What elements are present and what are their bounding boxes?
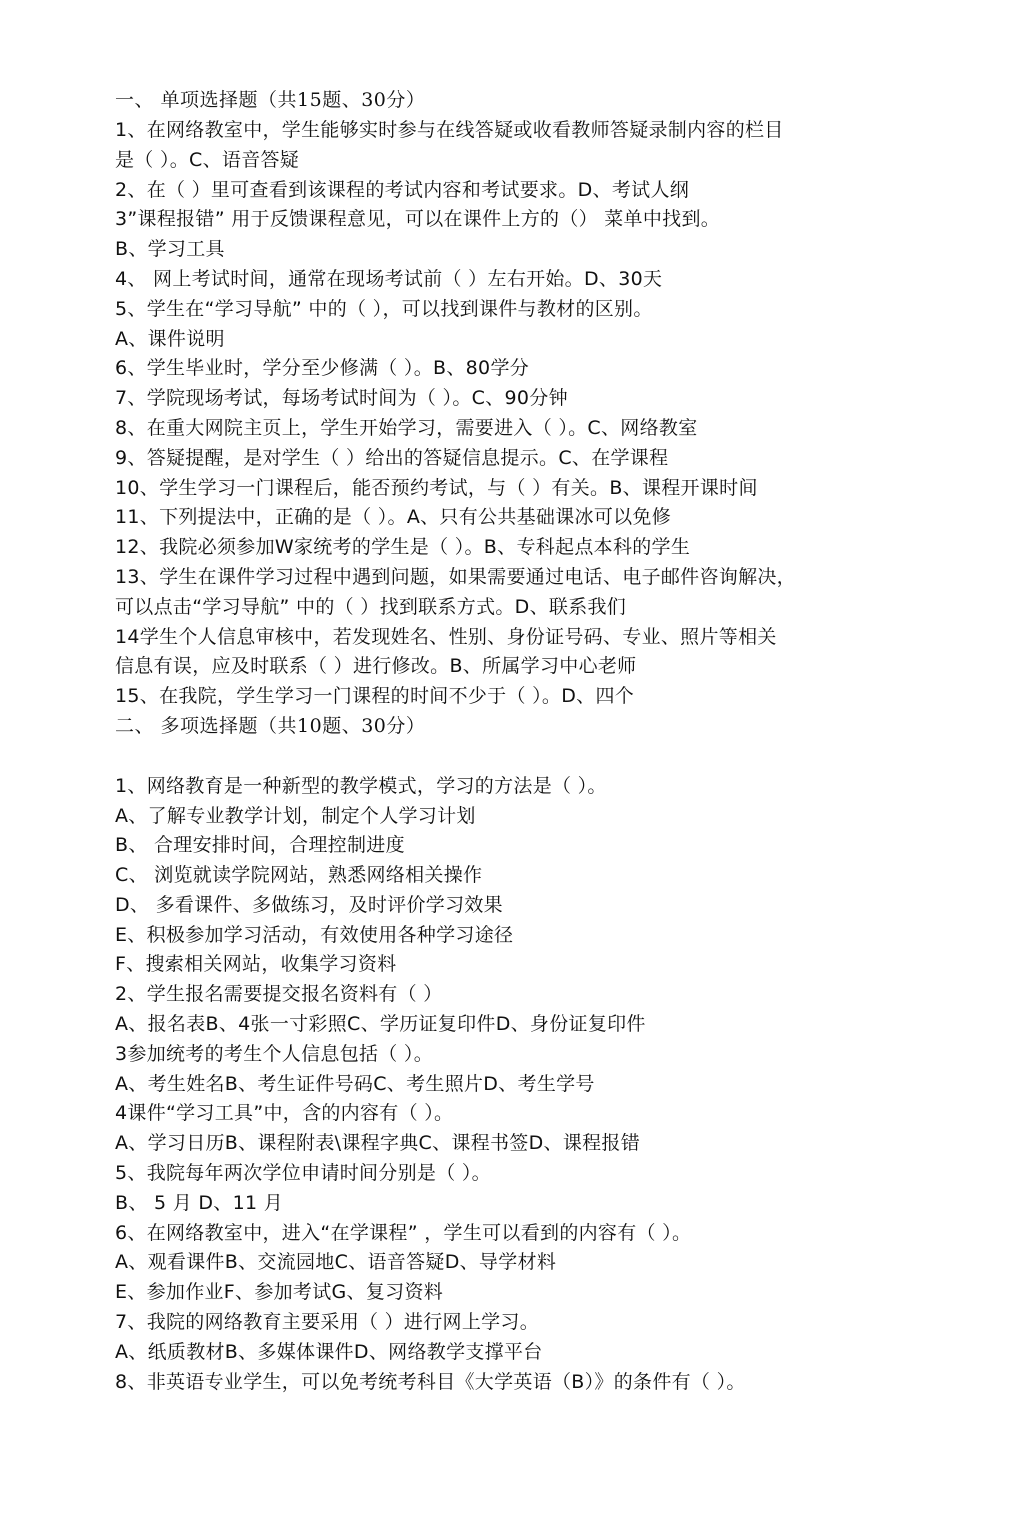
q10-line: 10、学生学习一门课程后，能否预约考试，与（ ）有关。B、课程开课时间	[115, 477, 758, 499]
m1-option-a: A、了解专业教学计划，制定个人学习计划	[115, 805, 476, 827]
m1-option-b: B、 合理安排时间，合理控制进度	[115, 834, 405, 856]
m7-line: 7、我院的网络教育主要采用（ ）进行网上学习。	[115, 1311, 540, 1333]
q2-line: 2、在（ ）里可查看到该课程的考试内容和考试要求。D、考试人纲	[115, 179, 690, 201]
q1-line-1: 1、在网络教室中，学生能够实时参与在线答疑或收看教师答疑录制内容的栏目	[115, 119, 784, 141]
q1-line-2: 是（ ）。C、语音答疑	[115, 149, 300, 171]
q15-line: 15、在我院，学生学习一门课程的时间不少于（ ）。D、四个	[115, 685, 635, 707]
m8-line: 8、非英语专业学生，可以免考统考科目《大学英语（B）》的条件有（ ）。	[115, 1371, 746, 1393]
q3-line-1: 3”课程报错” 用于反馈课程意见，可以在课件上方的（） 菜单中找到。	[115, 208, 721, 230]
q14-line-2: 信息有误，应及时联系（ ）进行修改。B、所属学习中心老师	[115, 655, 637, 677]
q14-line-1: 14学生个人信息审核中，若发现姓名、性别、身份证号码、专业、照片等相关	[115, 626, 777, 648]
m4-options: A、学习日历B、课程附表\课程字典C、课程书签D、课程报错	[115, 1132, 641, 1154]
m6-options-2: E、参加作业F、参加考试G、复习资料	[115, 1281, 444, 1303]
m1-option-f: F、搜索相关网站，收集学习资料	[115, 953, 397, 975]
m1-line: 1、网络教育是一种新型的教学模式，学习的方法是（ ）。	[115, 775, 607, 797]
m5-line: 5、我院每年两次学位申请时间分别是（ ）。	[115, 1162, 491, 1184]
q5-line-1: 5、学生在“学习导航” 中的（ ），可以找到课件与教材的区别。	[115, 298, 653, 320]
q4-line: 4、 网上考试时间，通常在现场考试前（ ）左右开始。D、30天	[115, 268, 663, 290]
m1-option-c: C、 浏览就读学院网站，熟悉网络相关操作	[115, 864, 483, 886]
m7-options: A、纸质教材B、多媒体课件D、网络教学支撑平台	[115, 1341, 543, 1363]
m5-options: B、 5 月 D、11 月	[115, 1192, 283, 1214]
q7-line: 7、学院现场考试，每场考试时间为（ ）。C、90分钟	[115, 387, 568, 409]
q13-line-2: 可以点击“学习导航” 中的（ ）找到联系方式。D、联系我们	[115, 596, 627, 618]
m6-options-1: A、观看课件B、交流园地C、语音答疑D、导学材料	[115, 1251, 557, 1273]
m6-line: 6、在网络教室中，进入“在学课程” ，学生可以看到的内容有（ ）。	[115, 1222, 692, 1244]
section-two-title: 二、 多项选择题（共10题、30分）	[115, 715, 426, 737]
m2-options: A、报名表B、4张一寸彩照C、学历证复印件D、身份证复印件	[115, 1013, 646, 1035]
m1-option-d: D、 多看课件、多做练习，及时评价学习效果	[115, 894, 503, 916]
q11-line: 11、下列提法中，正确的是（ ）。A、只有公共基础课冰可以免修	[115, 506, 672, 528]
m4-line: 4课件“学习工具”中，含的内容有（ ）。	[115, 1102, 454, 1124]
q13-line-1: 13、学生在课件学习过程中遇到问题，如果需要通过电话、电子邮件咨询解决，	[115, 566, 796, 588]
section-one-title: 一、 单项选择题（共15题、30分）	[115, 89, 426, 111]
m1-option-e: E、积极参加学习活动，有效使用各种学习途径	[115, 924, 514, 946]
m3-options: A、考生姓名B、考生证件号码C、考生照片D、考生学号	[115, 1073, 595, 1095]
q3-line-2: B、学习工具	[115, 238, 225, 260]
q5-line-2: A、课件说明	[115, 328, 225, 350]
q8-line: 8、在重大网院主页上，学生开始学习，需要进入（ ）。C、网络教室	[115, 417, 698, 439]
m3-line: 3参加统考的考生个人信息包括（ ）。	[115, 1043, 434, 1065]
q12-line: 12、我院必须参加W家统考的学生是（ ）。B、专科起点本科的学生	[115, 536, 691, 558]
q6-line: 6、学生毕业时，学分至少修满（ ）。B、80学分	[115, 357, 530, 379]
q9-line: 9、答疑提醒，是对学生（ ）给出的答疑信息提示。C、在学课程	[115, 447, 669, 469]
m2-line: 2、学生报名需要提交报名资料有（ ）	[115, 983, 443, 1005]
